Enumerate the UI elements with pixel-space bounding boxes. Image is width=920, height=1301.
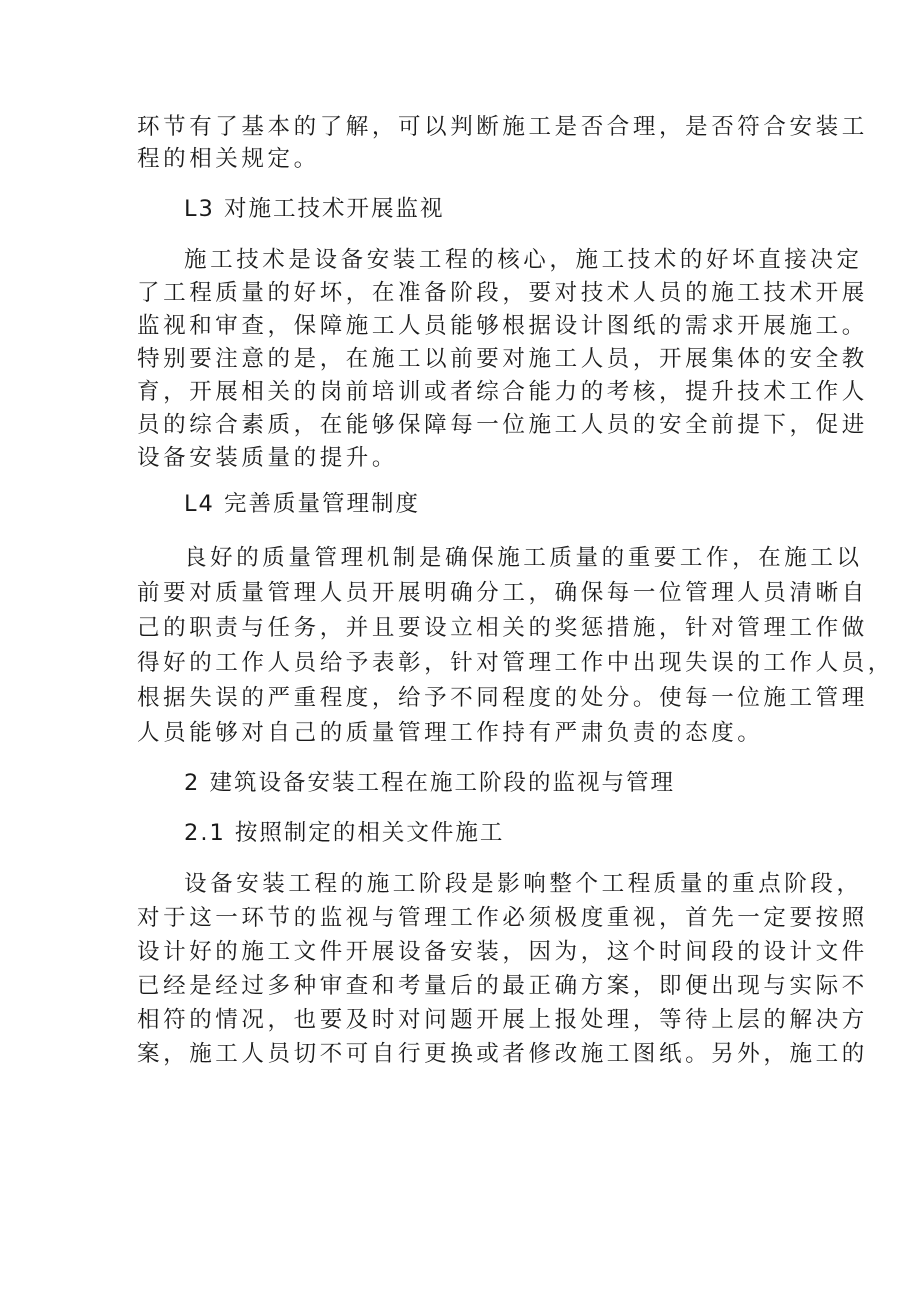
body-text-line: 了工程质量的好坏，在准备阶段，要对技术人员的施工技术开展 (137, 280, 868, 306)
body-text-line: 设计好的施工文件开展设备安装，因为，这个时间段的设计文件 (137, 939, 868, 965)
body-text-line: 前要对质量管理人员开展明确分工，确保每一位管理人员清晰自 (137, 580, 868, 606)
body-text-line: 得好的工作人员给予表彰，针对管理工作中出现失误的工作人员， (137, 650, 894, 676)
body-text-line: 对于这一环节的监视与管理工作必须极度重视，首先一定要按照 (137, 905, 868, 931)
section-heading: L4 完善质量管理制度 (184, 491, 421, 517)
body-text-line: 育，开展相关的岗前培训或者综合能力的考核，提升技术工作人 (137, 379, 868, 405)
body-text-line: 人员能够对自己的质量管理工作持有严肃负责的态度。 (137, 720, 764, 746)
body-text-line: 施工技术是设备安装工程的核心，施工技术的好坏直接决定 (184, 247, 863, 273)
body-text-line: 环节有了基本的了解，可以判断施工是否合理，是否符合安装工 (137, 114, 868, 140)
body-text-line: 良好的质量管理机制是确保施工质量的重要工作，在施工以 (184, 545, 863, 571)
body-text-line: 案，施工人员切不可自行更换或者修改施工图纸。另外，施工的 (137, 1041, 868, 1067)
body-text-line: 相符的情况，也要及时对问题开展上报处理，等待上层的解决方 (137, 1007, 868, 1033)
body-text-line: 己的职责与任务，并且要设立相关的奖惩措施，针对管理工作做 (137, 615, 868, 641)
body-text-line: 设备安装工程的施工阶段是影响整个工程质量的重点阶段， (184, 871, 863, 897)
section-heading: 2 建筑设备安装工程在施工阶段的监视与管理 (184, 770, 675, 796)
body-text-line: 已经是经过多种审查和考量后的最正确方案，即便出现与实际不 (137, 973, 868, 999)
body-text-line: 特别要注意的是，在施工以前要对施工人员，开展集体的安全教 (137, 346, 868, 372)
body-text-line: 员的综合素质，在能够保障每一位施工人员的安全前提下，促进 (137, 412, 868, 438)
body-text-line: 监视和审查，保障施工人员能够根据设计图纸的需求开展施工。 (137, 313, 868, 339)
section-heading: L3 对施工技术开展监视 (184, 196, 445, 222)
body-text-line: 设备安装质量的提升。 (137, 445, 399, 471)
body-text-line: 程的相关规定。 (137, 146, 320, 172)
body-text-line: 根据失误的严重程度，给予不同程度的处分。使每一位施工管理 (137, 685, 868, 711)
subsection-heading: 2.1 按照制定的相关文件施工 (184, 820, 505, 846)
